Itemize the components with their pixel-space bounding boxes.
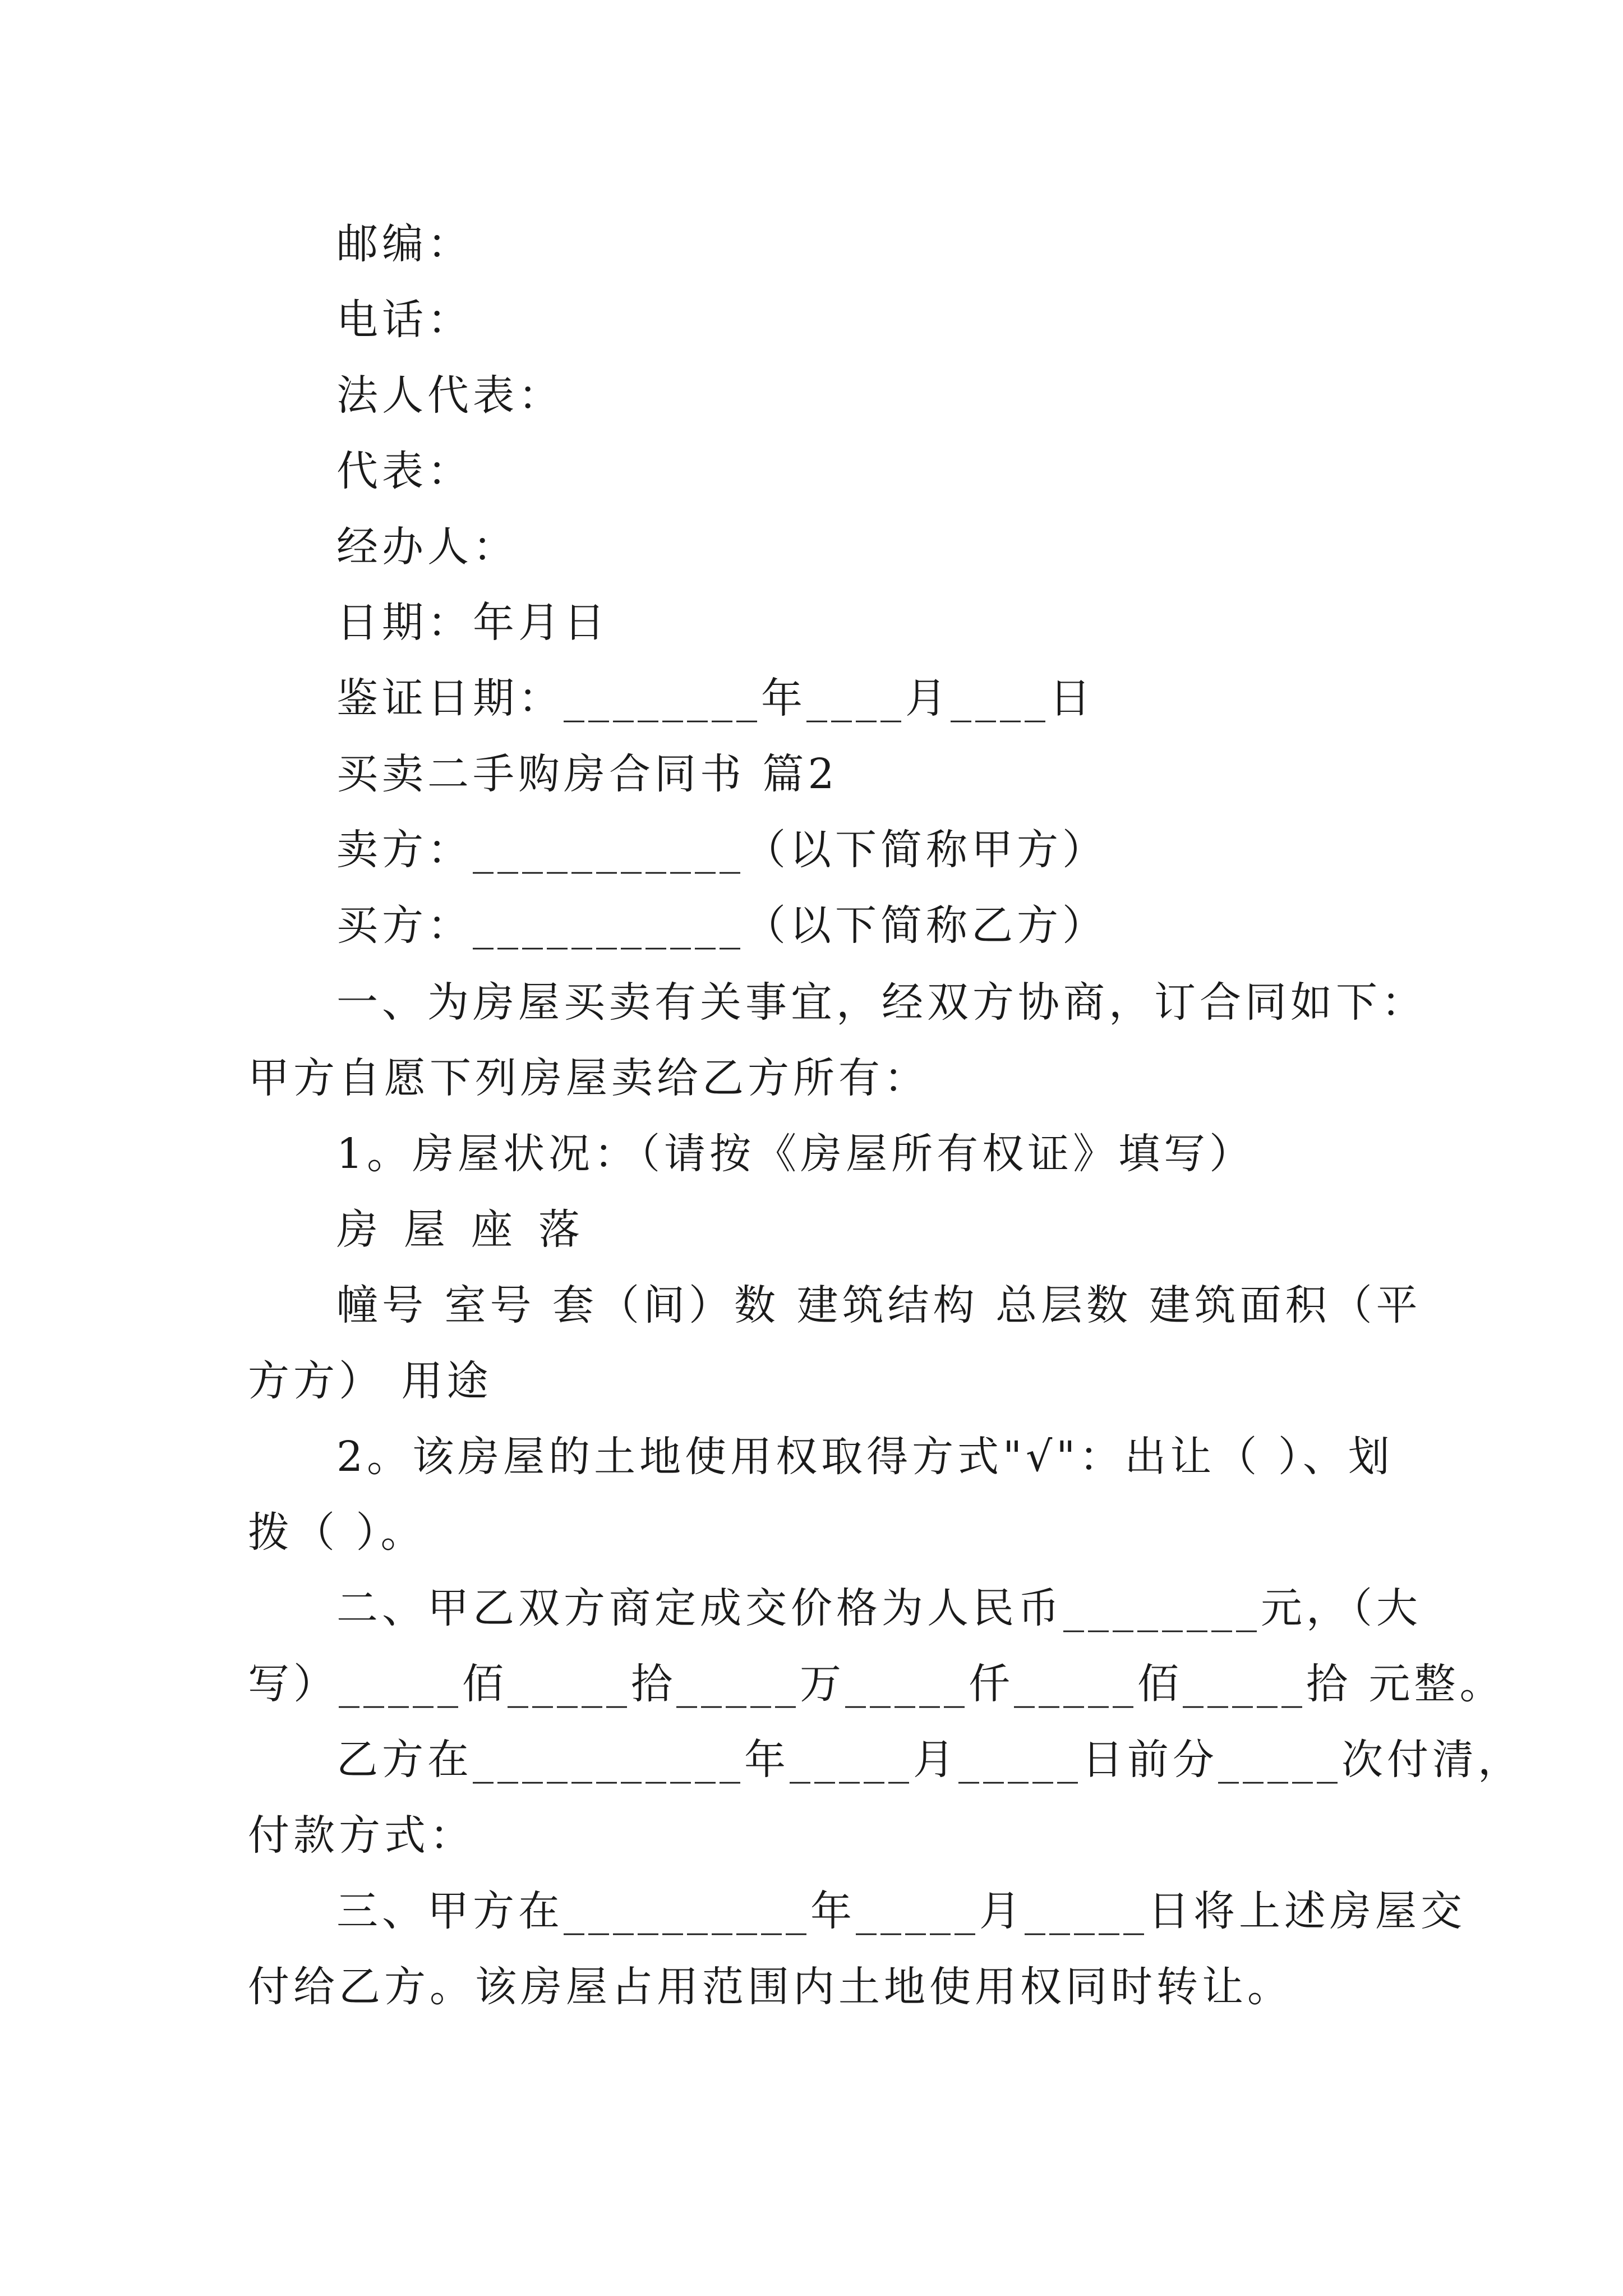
buyer-line: 买方：___________（以下简称乙方）: [336, 901, 1108, 950]
house-fields-cont: 方方） 用途: [248, 1357, 492, 1405]
house-location-line: 房屋座落: [336, 1205, 606, 1254]
seller-line: 卖方：___________（以下简称甲方）: [336, 826, 1108, 874]
payment-method-line: 付款方式：: [248, 1811, 475, 1860]
date-line: 日期：年月日: [336, 599, 609, 647]
clause-1-intro: 一、为房屋买卖有关事宜，经双方协商，订合同如下：: [336, 978, 1427, 1027]
clause-2-price: 二、甲乙双方商定成交价格为人民币________元，（大: [336, 1584, 1422, 1632]
land-use-right-line: 2。该房屋的土地使用权取得方式"√"：出让（ ）、划: [336, 1433, 1394, 1481]
clause-2-price-uppercase: 写）_____佰_____拾_____万_____仟_____佰_____拾 元整。: [248, 1660, 1505, 1708]
clause-3-delivery: 三、甲方在__________年_____月_____日将上述房屋交: [336, 1887, 1466, 1935]
handler-line: 经办人：: [336, 523, 518, 571]
payment-line: 乙方在___________年_____月_____日前分_____次付清，: [336, 1736, 1523, 1784]
authentication-date-line: 鉴证日期：________年____月____日: [336, 674, 1095, 723]
section-heading: 买卖二手购房合同书 篇2: [336, 750, 838, 798]
postcode-line: 邮编：: [336, 220, 473, 268]
phone-line: 电话：: [336, 296, 473, 344]
representative-line: 代表：: [336, 447, 473, 495]
house-status-line: 1。房屋状况：（请按《房屋所有权证》填写）: [336, 1130, 1255, 1178]
clause-1-intro-cont: 甲方自愿下列房屋卖给乙方所有：: [248, 1054, 929, 1102]
house-fields-line: 幢号 室号 套（间）数 建筑结构 总层数 建筑面积（平: [336, 1281, 1422, 1329]
legal-representative-line: 法人代表：: [336, 371, 564, 420]
clause-3-delivery-cont: 付给乙方。该房屋占用范围内土地使用权同时转让。: [248, 1963, 1293, 2011]
land-use-right-cont: 拨（ ）。: [248, 1508, 426, 1557]
